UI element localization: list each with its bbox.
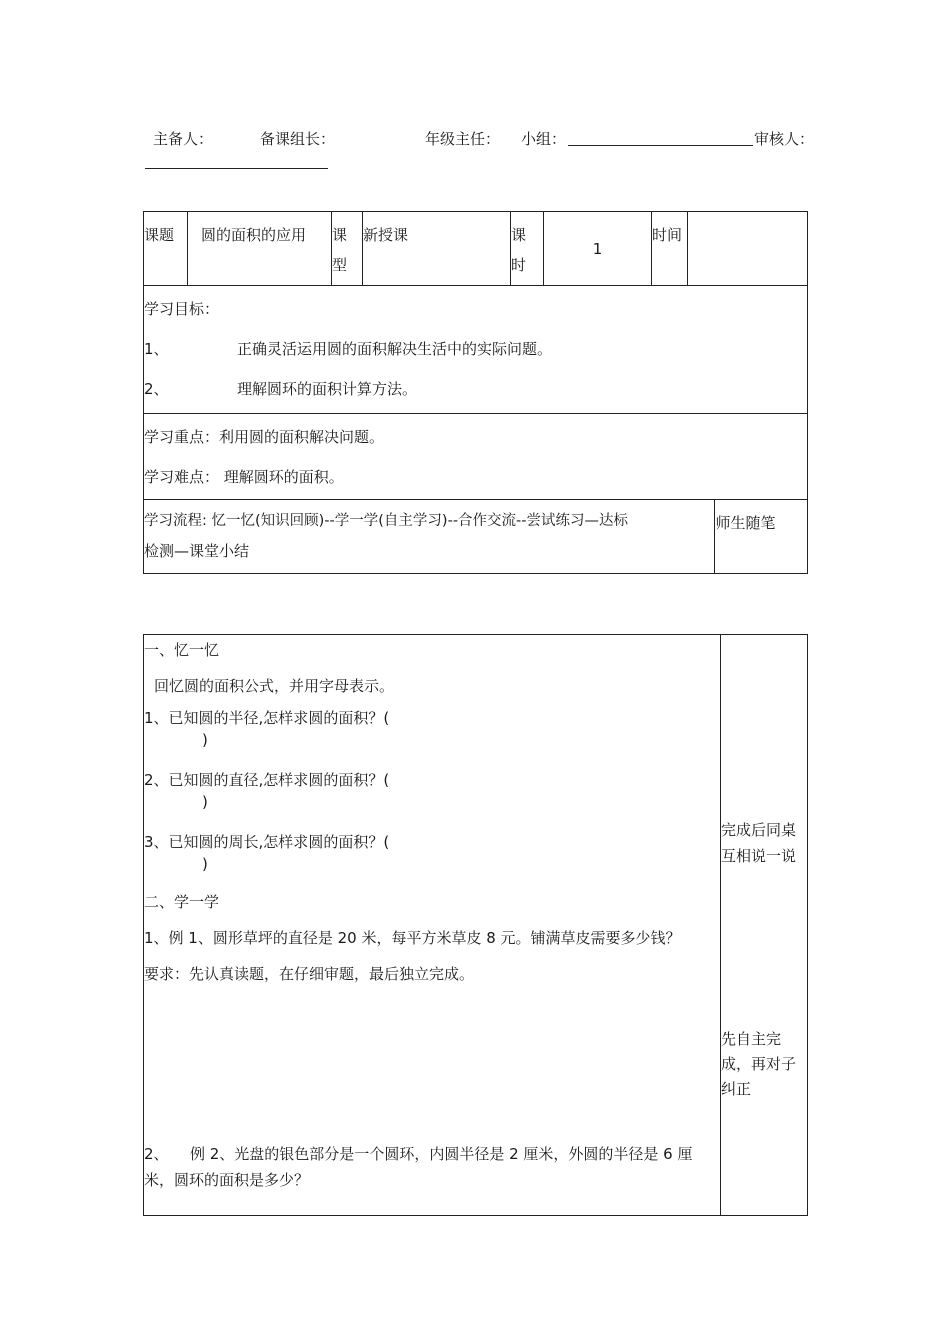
process-text-line-2: 检测—课堂小结 (144, 542, 250, 560)
goals-cell (144, 286, 808, 414)
hours-value: 1 (592, 240, 603, 258)
hours-value-cell (544, 212, 652, 286)
topic-label-cell (144, 212, 188, 286)
lesson-content-table (143, 634, 808, 1216)
section-1-title: 一、忆一忆 (144, 641, 220, 659)
grade-director-label: 年级主任： (425, 130, 501, 148)
example-2-line-2: 米，圆环的面积是多少？ (144, 1171, 310, 1189)
topic-value: 圆的面积的应用 (201, 226, 307, 244)
key-point-text: 学习重点：利用圆的面积解决问题。 (144, 428, 385, 446)
hours-label-2: 时 (511, 256, 527, 274)
team-label: 小组： (521, 130, 567, 148)
goal-2-number: 2、 (144, 380, 169, 398)
question-3: 3、已知圆的周长,怎样求圆的面积？( (144, 833, 390, 851)
example-2-number: 2、 (144, 1145, 169, 1163)
notes-label: 师生随笔 (715, 514, 776, 532)
goals-title: 学习目标： (144, 300, 220, 318)
side-note-2-line-3: 纠正 (721, 1080, 752, 1098)
side-notes-cell (721, 635, 808, 1216)
type-label-2: 型 (332, 256, 348, 274)
content-cell (144, 635, 721, 1216)
side-note-1-line-2: 互相说一说 (721, 847, 797, 865)
time-label: 时间 (652, 226, 683, 244)
key-points-cell (144, 414, 808, 500)
answer-space[interactable] (144, 989, 720, 1141)
goal-2-text: 理解圆环的面积计算方法。 (237, 380, 418, 398)
goal-1-text: 正确灵活运用圆的面积解决生活中的实际问题。 (237, 340, 553, 358)
notes-label-cell (688, 500, 808, 574)
type-value-cell (363, 212, 511, 286)
question-1: 1、已知圆的半径,怎样求圆的面积？( (144, 709, 390, 727)
hours-label-1: 课 (511, 226, 527, 244)
topic-label: 课题 (144, 226, 175, 244)
side-note-1-line-1: 完成后同桌 (721, 821, 797, 839)
type-value: 新授课 (363, 226, 409, 244)
topic-value-cell (188, 212, 332, 286)
time-value-cell[interactable] (688, 212, 808, 286)
time-label-cell (652, 212, 688, 286)
goal-1-number: 1、 (144, 340, 169, 358)
difficulty-text: 学习难点： 理解圆环的面积。 (144, 468, 344, 486)
question-1-close: ) (202, 731, 208, 749)
reviewer-label: 审核人： (754, 130, 815, 148)
lesson-info-table (143, 211, 808, 574)
example-2-line-1: 例 2、光盘的银色部分是一个圆环，内圆半径是 2 厘米，外圆的半径是 6 厘 (190, 1145, 693, 1163)
type-label-cell (332, 212, 363, 286)
team-blank-line (568, 145, 753, 146)
question-3-close: ) (202, 855, 208, 873)
section-2-title: 二、学一学 (144, 893, 220, 911)
preparer-label: 主备人： (153, 130, 214, 148)
requirement: 要求：先认真读题，在仔细审题，最后独立完成。 (144, 965, 475, 983)
example-1: 1、例 1、圆形草坪的直径是 20 米，每平方米草皮 8 元。铺满草皮需要多少钱？ (144, 929, 681, 947)
process-text-line-1: 学习流程: 忆一忆(知识回顾)--学一学(自主学习)--合作交流--尝试练习—达标 (144, 513, 629, 529)
question-2-close: ) (202, 793, 208, 811)
question-2: 2、已知圆的直径,怎样求圆的面积？( (144, 771, 390, 789)
group-leader-label: 备课组长： (260, 130, 336, 148)
recall-prompt: 回忆圆的面积公式，并用字母表示。 (154, 677, 395, 695)
process-cell (144, 500, 688, 574)
side-note-2-line-2: 成，再对子 (721, 1055, 797, 1073)
side-note-2-line-1: 先自主完 (721, 1030, 782, 1048)
type-label-1: 课 (332, 226, 348, 244)
hours-label-cell (511, 212, 544, 286)
reviewer-blank-line (145, 168, 328, 169)
